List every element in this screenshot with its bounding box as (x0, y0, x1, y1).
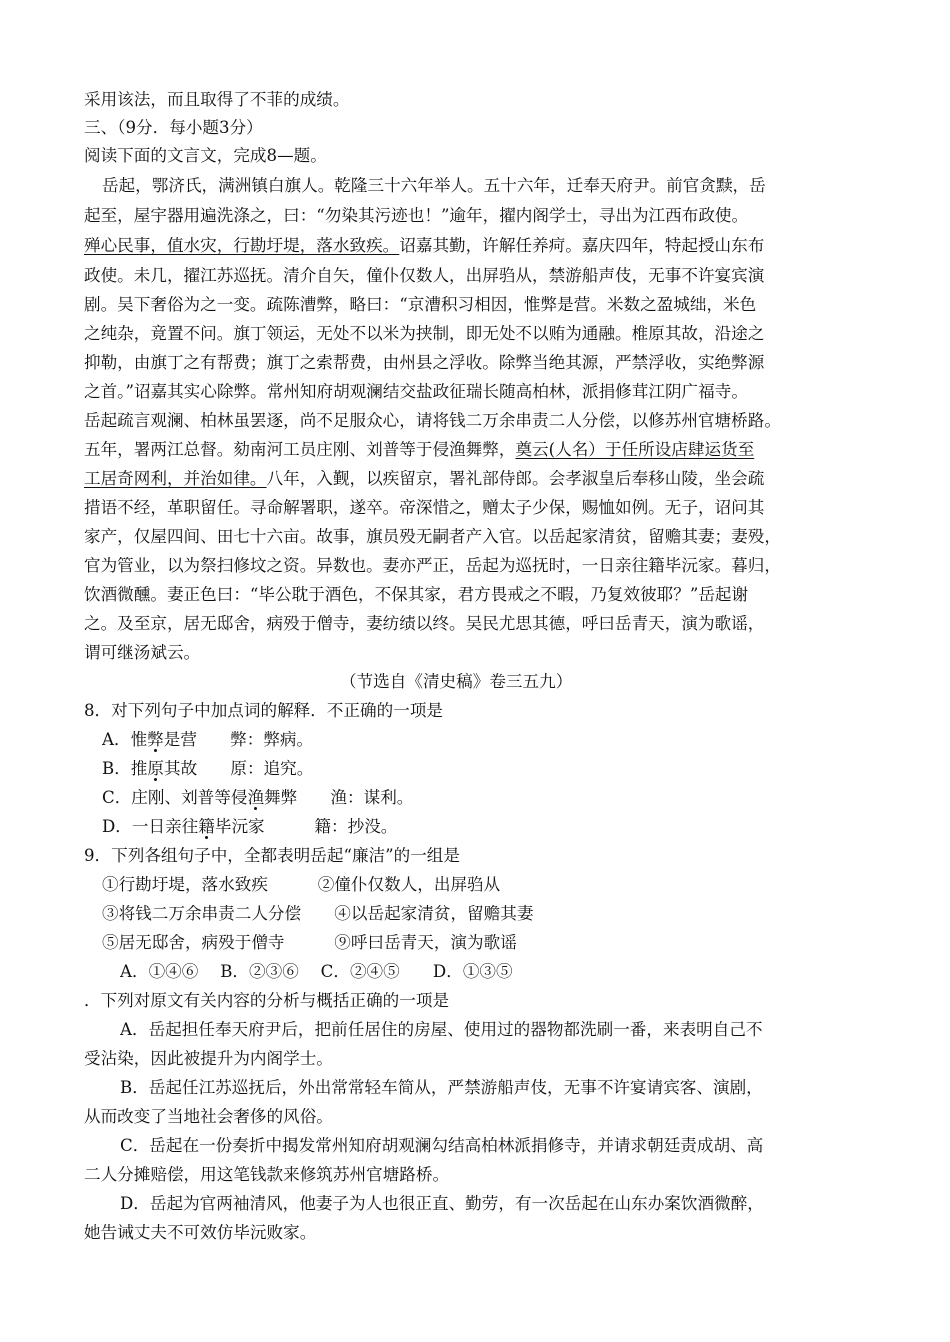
question-10-option-c: C．岳起在一份奏折中揭发常州知府胡观澜勾结高柏林派捐修寺，并请求朝廷责成胡、高 (120, 1136, 764, 1155)
question-9-items: ⑤居无邸舍，病殁于僧寺 ⑨呼曰岳青天，演为歌谣 (102, 933, 517, 952)
question-10-option-a: A．岳起担任奉天府尹后，把前任居住的房屋、使用过的器物都洗刷一番，来表明自己不 (120, 1020, 763, 1039)
dotted-word: 渔 (247, 788, 265, 807)
question-10-option-c-cont: 二人分摊赔偿，用这笔钱款来修筑苏州官塘路桥。 (84, 1165, 450, 1184)
passage-line (84, 232, 880, 260)
passage-line: 起至，屋宇器用遍洗涤之，曰：“勿染其污迹也！”逾年，擢内阁学士，寻出为江西布政使。 (84, 206, 749, 225)
question-10-option-d: D．岳起为官两袖清风，他妻子为人也很正直、勤劳，有一次岳起在山东办案饮酒微醉， (120, 1194, 764, 1213)
passage-line: 剧。吴下奢俗为之一变。疏陈漕弊，略曰：“京漕积习相因，惟弊是营。米数之盈城绌，米色 (84, 295, 757, 314)
underlined-sentence: 殚心民事，值水灾，行勘圩堤，落水致疾。 (84, 236, 400, 255)
question-8-option-c (102, 784, 880, 812)
question-10-option-b-cont: 从而改变了当地社会奢侈的风俗。 (84, 1107, 333, 1126)
underlined-sentence: 奠云(人名）于任所设店肆运货至 (515, 440, 755, 459)
question-8-stem: 8．对下列句子中加点词的解释．不正确的一项是 (84, 701, 444, 720)
passage-text: 五年，署两江总督。劾南河工员庄刚、刘普等于侵渔舞弊， (84, 440, 516, 459)
option-text: B．推 (102, 759, 148, 778)
source-citation: （节选自《清史稿》卷三五九） (340, 672, 573, 691)
passage-line: 饮酒微醺。妻正色曰：“毕公耽于酒色，不保其家，君方畏戒之不暇，乃复效彼耶？”岳起谢 (84, 585, 749, 604)
passage-text: 诏嘉其勤，许解任养疴。嘉庆四年，特起授山东布 (399, 236, 765, 255)
question-10-option-b: B．岳起任江苏巡抚后，外出常常轻车简从，严禁游船声伎，无事不许宴请宾客、演剧， (120, 1078, 763, 1097)
question-9-stem: 9．下列各组句子中，全都表明岳起“廉洁”的一组是 (84, 846, 460, 865)
question-8-option-a (102, 726, 880, 754)
instruction-line: 阅读下面的文言文，完成8—题。 (84, 146, 327, 165)
dotted-word: 弊 (147, 730, 164, 749)
question-9-items: ③将钱二万余串责二人分偿 ④以岳起家清贫，留赡其妻 (102, 904, 534, 923)
passage-line: 岳起疏言观澜、柏林虽罢逐，尚不足服众心，请将钱二万余串责二人分偿，以修苏州官塘桥路。 (84, 411, 781, 430)
question-10-option-d-cont: 她告诫丈夫不可效仿毕沅败家。 (84, 1223, 317, 1242)
passage-line: 官为管业，以为祭扫修坟之资。异数也。妻亦严正，岳起为巡抚时，一日亲往籍毕沅家。暮归， (84, 556, 781, 575)
passage-text: 八年，入觐，以疾留京，署礼部侍郎。会孝淑皇后奉移山陵，坐会疏 (266, 469, 765, 488)
passage-line: 之首。”诏嘉其实心除弊。常州知府胡观澜结交盐政征瑞长随高柏林，派捐修茸江阴广福寺。 (84, 382, 748, 401)
passage-line: 之纯杂，竟置不问。旗丁领运，无处不以米为挟制，即无处不以贿为通融。椎原其故，沿途之 (84, 324, 765, 343)
question-10-stem: ．下列对原文有关内容的分析与概括正确的一项是 (84, 991, 450, 1010)
option-text: C．庄刚、刘普等侵 (102, 788, 248, 807)
question-10-option-a-cont: 受沾染，因此被提升为内阁学士。 (84, 1049, 333, 1068)
underlined-sentence: 工居奇网利，并治如律。 (84, 469, 267, 488)
text-line: 采用该法，而且取得了不菲的成绩。 (84, 90, 350, 109)
passage-line: 岳起，鄂济氏，满洲镇白旗人。乾隆三十六年举人。五十六年，迁奉天府尹。前官贪黩，岳 (102, 176, 766, 195)
option-text: A．惟 (102, 730, 148, 749)
question-8-option-b (102, 755, 880, 783)
option-text: 其故 原：追究。 (163, 759, 314, 778)
section-heading: 三、（9分．每小题3分） (84, 118, 263, 137)
dotted-word: 原 (147, 759, 164, 778)
passage-line: 抑勒，由旗丁之有帮费；旗丁之索帮费，由州县之浮收。除弊当绝其源，严禁浮收，实绝弊源 (84, 353, 765, 372)
option-text: 是营 弊：弊病。 (163, 730, 314, 749)
passage-line (84, 465, 880, 493)
dotted-word: 籍 (198, 817, 215, 836)
question-9-items: ①行勘圩堤，落水致疾 ②僮仆仅数人，出屏驺从 (102, 875, 501, 894)
option-text: D．一日亲往 (102, 817, 199, 836)
passage-line: 之。及至京，居无邸舍，病殁于僧寺，妻纺绩以终。吴民尤思其德，呼曰岳青天，演为歌谣， (84, 614, 765, 633)
question-9-options: A．①④⑥ B．②③⑥ C．②④⑤ D．①③⑤ (120, 962, 513, 981)
question-8-option-d (102, 813, 880, 841)
passage-line: 家产，仅屋四间、田七十六亩。故事，旗员殁无嗣者产入官。以岳起家清贫，留赡其妻；妻殁， (84, 527, 781, 546)
passage-line: 谓可继汤斌云。 (84, 643, 201, 662)
option-text: 毕沅家 籍：抄没。 (214, 817, 398, 836)
passage-line: 措语不经，革职留任。寻命解署职，遂卒。帝深惜之，赠太子少保，赐恤如例。无子，诏问其 (84, 498, 765, 517)
passage-line (84, 436, 880, 464)
passage-line: 政使。未几，擢江苏巡抚。清介自矢，僮仆仅数人，出屏驺从，禁游船声伎，无事不许宴宾演 (84, 266, 765, 285)
option-text: 舞弊 渔：谋利。 (264, 788, 414, 807)
